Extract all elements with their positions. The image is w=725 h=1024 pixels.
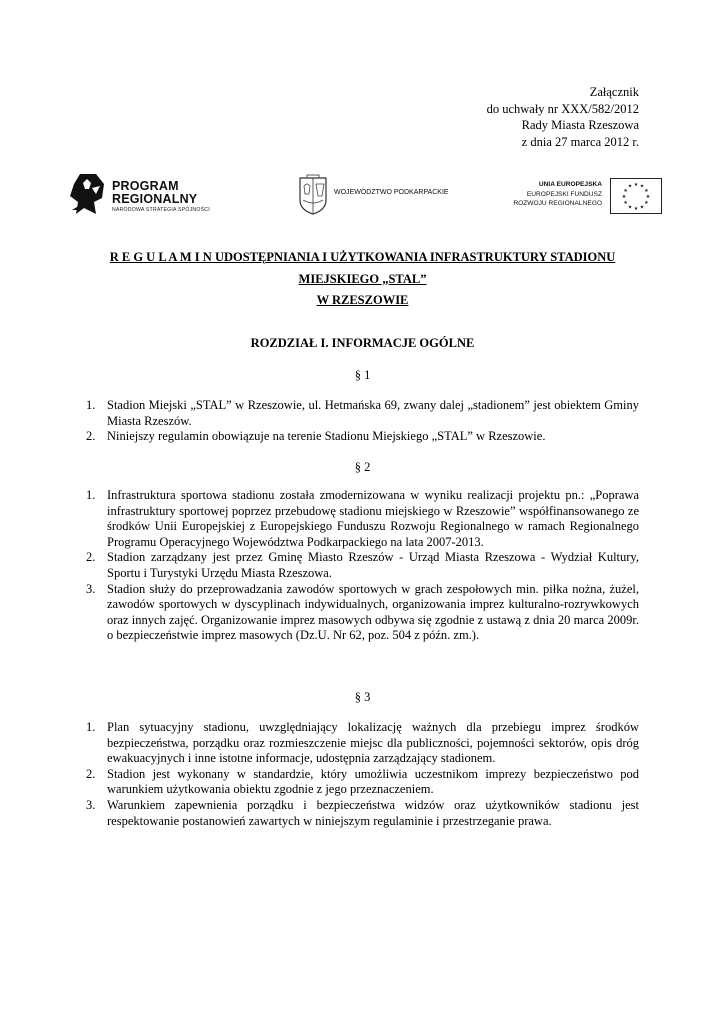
section-1-list [86, 398, 639, 445]
section-3-heading: § 3 [354, 690, 371, 704]
logo-strip [60, 172, 665, 220]
chapter-heading: ROZDZIAŁ I. INFORMACJE OGÓLNE [250, 336, 475, 350]
section-2-list [86, 488, 639, 644]
eu-logo [500, 178, 662, 218]
svg-text:★: ★ [639, 183, 645, 190]
list-item: 2. Niniejszy regulamin obowiązuje na terenie Stadionu Miejskiego „STAL” w Rzeszowie. [86, 429, 546, 444]
annex-label: Załącznik [589, 85, 639, 99]
svg-text:★: ★ [644, 188, 649, 194]
voivodeship-logo [298, 174, 468, 216]
voivodeship-crest-icon [298, 174, 328, 216]
annex-header [487, 84, 639, 150]
list-item: 1. Stadion Miejski „STAL” w Rzeszowie, ul. Hetmańska 69, zwany dalej „stadionem” jest obiektem Gminy Miasta Rzeszów. [86, 398, 639, 428]
annex-resolution-number: do uchwały nr XXX/582/2012 [486, 101, 639, 116]
list-item: 2. Stadion zarządzany jest przez Gminę Miasto Rzeszów - Urząd Miasta Rzeszowa - Wydział Kultury, Sportu i Turystyki Urzędu Miasta Rzeszowa. [86, 550, 639, 580]
section-3-list [86, 720, 639, 829]
svg-text:★: ★ [633, 206, 639, 212]
program-regionalny-icon [66, 172, 108, 216]
list-item: 2. Stadion jest wykonany w standardzie, który umożliwia uczestnikom imprezy bezpieczeństwo pod warunkiem użytkowania obiektu zgodnie z jego przeznaczeniem. [86, 766, 639, 797]
svg-text:★: ★ [623, 188, 628, 194]
document-title [70, 247, 655, 312]
program-logo-line2: REGIONALNY [112, 192, 198, 206]
svg-text:★: ★ [627, 204, 633, 211]
svg-text:★: ★ [645, 194, 651, 200]
svg-text:★: ★ [639, 204, 645, 211]
section-1-heading: § 1 [354, 368, 371, 382]
program-regionalny-logo [66, 172, 226, 216]
voivodeship-name: WOJEWÓDZTWO PODKARPACKIE [334, 189, 449, 196]
title-line1: R E G U L A M I N UDOSTĘPNIANIA I UŻYTKOWANIA INFRASTRUKTURY STADIONU [109, 250, 616, 264]
svg-text:★: ★ [623, 200, 628, 206]
eu-logo-line2: EUROPEJSKI FUNDUSZ [526, 190, 602, 198]
eu-logo-line3: ROZWOJU REGIONALNEGO [513, 200, 602, 207]
program-logo-tagline: NARODOWA STRATEGIA SPÓJNOŚCI [112, 207, 210, 213]
title-line2: MIEJSKIEGO „STAL” [298, 271, 427, 286]
list-item: 3. Warunkiem zapewnienia porządku i bezpieczeństwa widzów oraz użytkowników stadionu jest respektowanie postanowień zawartych w niniejszym regulaminie i przestrzeganie prawa. [86, 797, 639, 828]
list-item: 1. Infrastruktura sportowa stadionu została zmodernizowana w wyniku realizacji projektu pn.: „Poprawa infrastruktury sportowej poprzez przebudowę stadionu miejskiego w Rzeszowie” współfinansowanego ze środków Unii Europejskiej z Europejskiego Funduszu Rozwoju Regionalnego w ramach Regionalnego Programu Operacyjnego Województwa Podkarpackiego na lata 2007-2013. [86, 488, 639, 549]
annex-council: Rady Miasta Rzeszowa [521, 118, 639, 132]
eu-logo-line1: UNIA EUROPEJSKA [538, 181, 602, 188]
list-item: 3. Stadion służy do przeprowadzania zawodów sportowych w grach zespołowych min. piłka nożna, żużel, zawodów sportowych w dyscyplinach indywidualnych, organizowania imprez kulturalno-rozrywkowych oraz innych zajęć. Organizowanie imprez masowych odbywa się zgodnie z ustawą z dnia 20 marca 2009r. o bezpieczeństwie imprez masowych (Dz.U. Nr 62, poz. 504 z późn. zm.). [86, 581, 639, 643]
eu-flag-icon [610, 178, 662, 214]
annex-date: z dnia 27 marca 2012 r. [521, 134, 639, 149]
list-item: 1. Plan sytuacyjny stadionu, uwzględniający lokalizację ważnych dla przebiegu imprez środków bezpieczeństwa, porządku oraz rozmieszczenie miejsc dla publiczności, pojemności sektorów, opis dróg ewakuacyjnych i inne istotne informacje, udostępnia zarządzający stadionem. [86, 720, 639, 766]
section-2-heading: § 2 [354, 460, 371, 474]
title-line3: W RZESZOWIE [316, 293, 409, 307]
svg-text:★: ★ [633, 182, 639, 188]
svg-text:★: ★ [644, 200, 649, 206]
svg-text:★: ★ [627, 183, 633, 190]
program-logo-line1: PROGRAM [112, 179, 179, 193]
svg-text:★: ★ [621, 194, 627, 200]
